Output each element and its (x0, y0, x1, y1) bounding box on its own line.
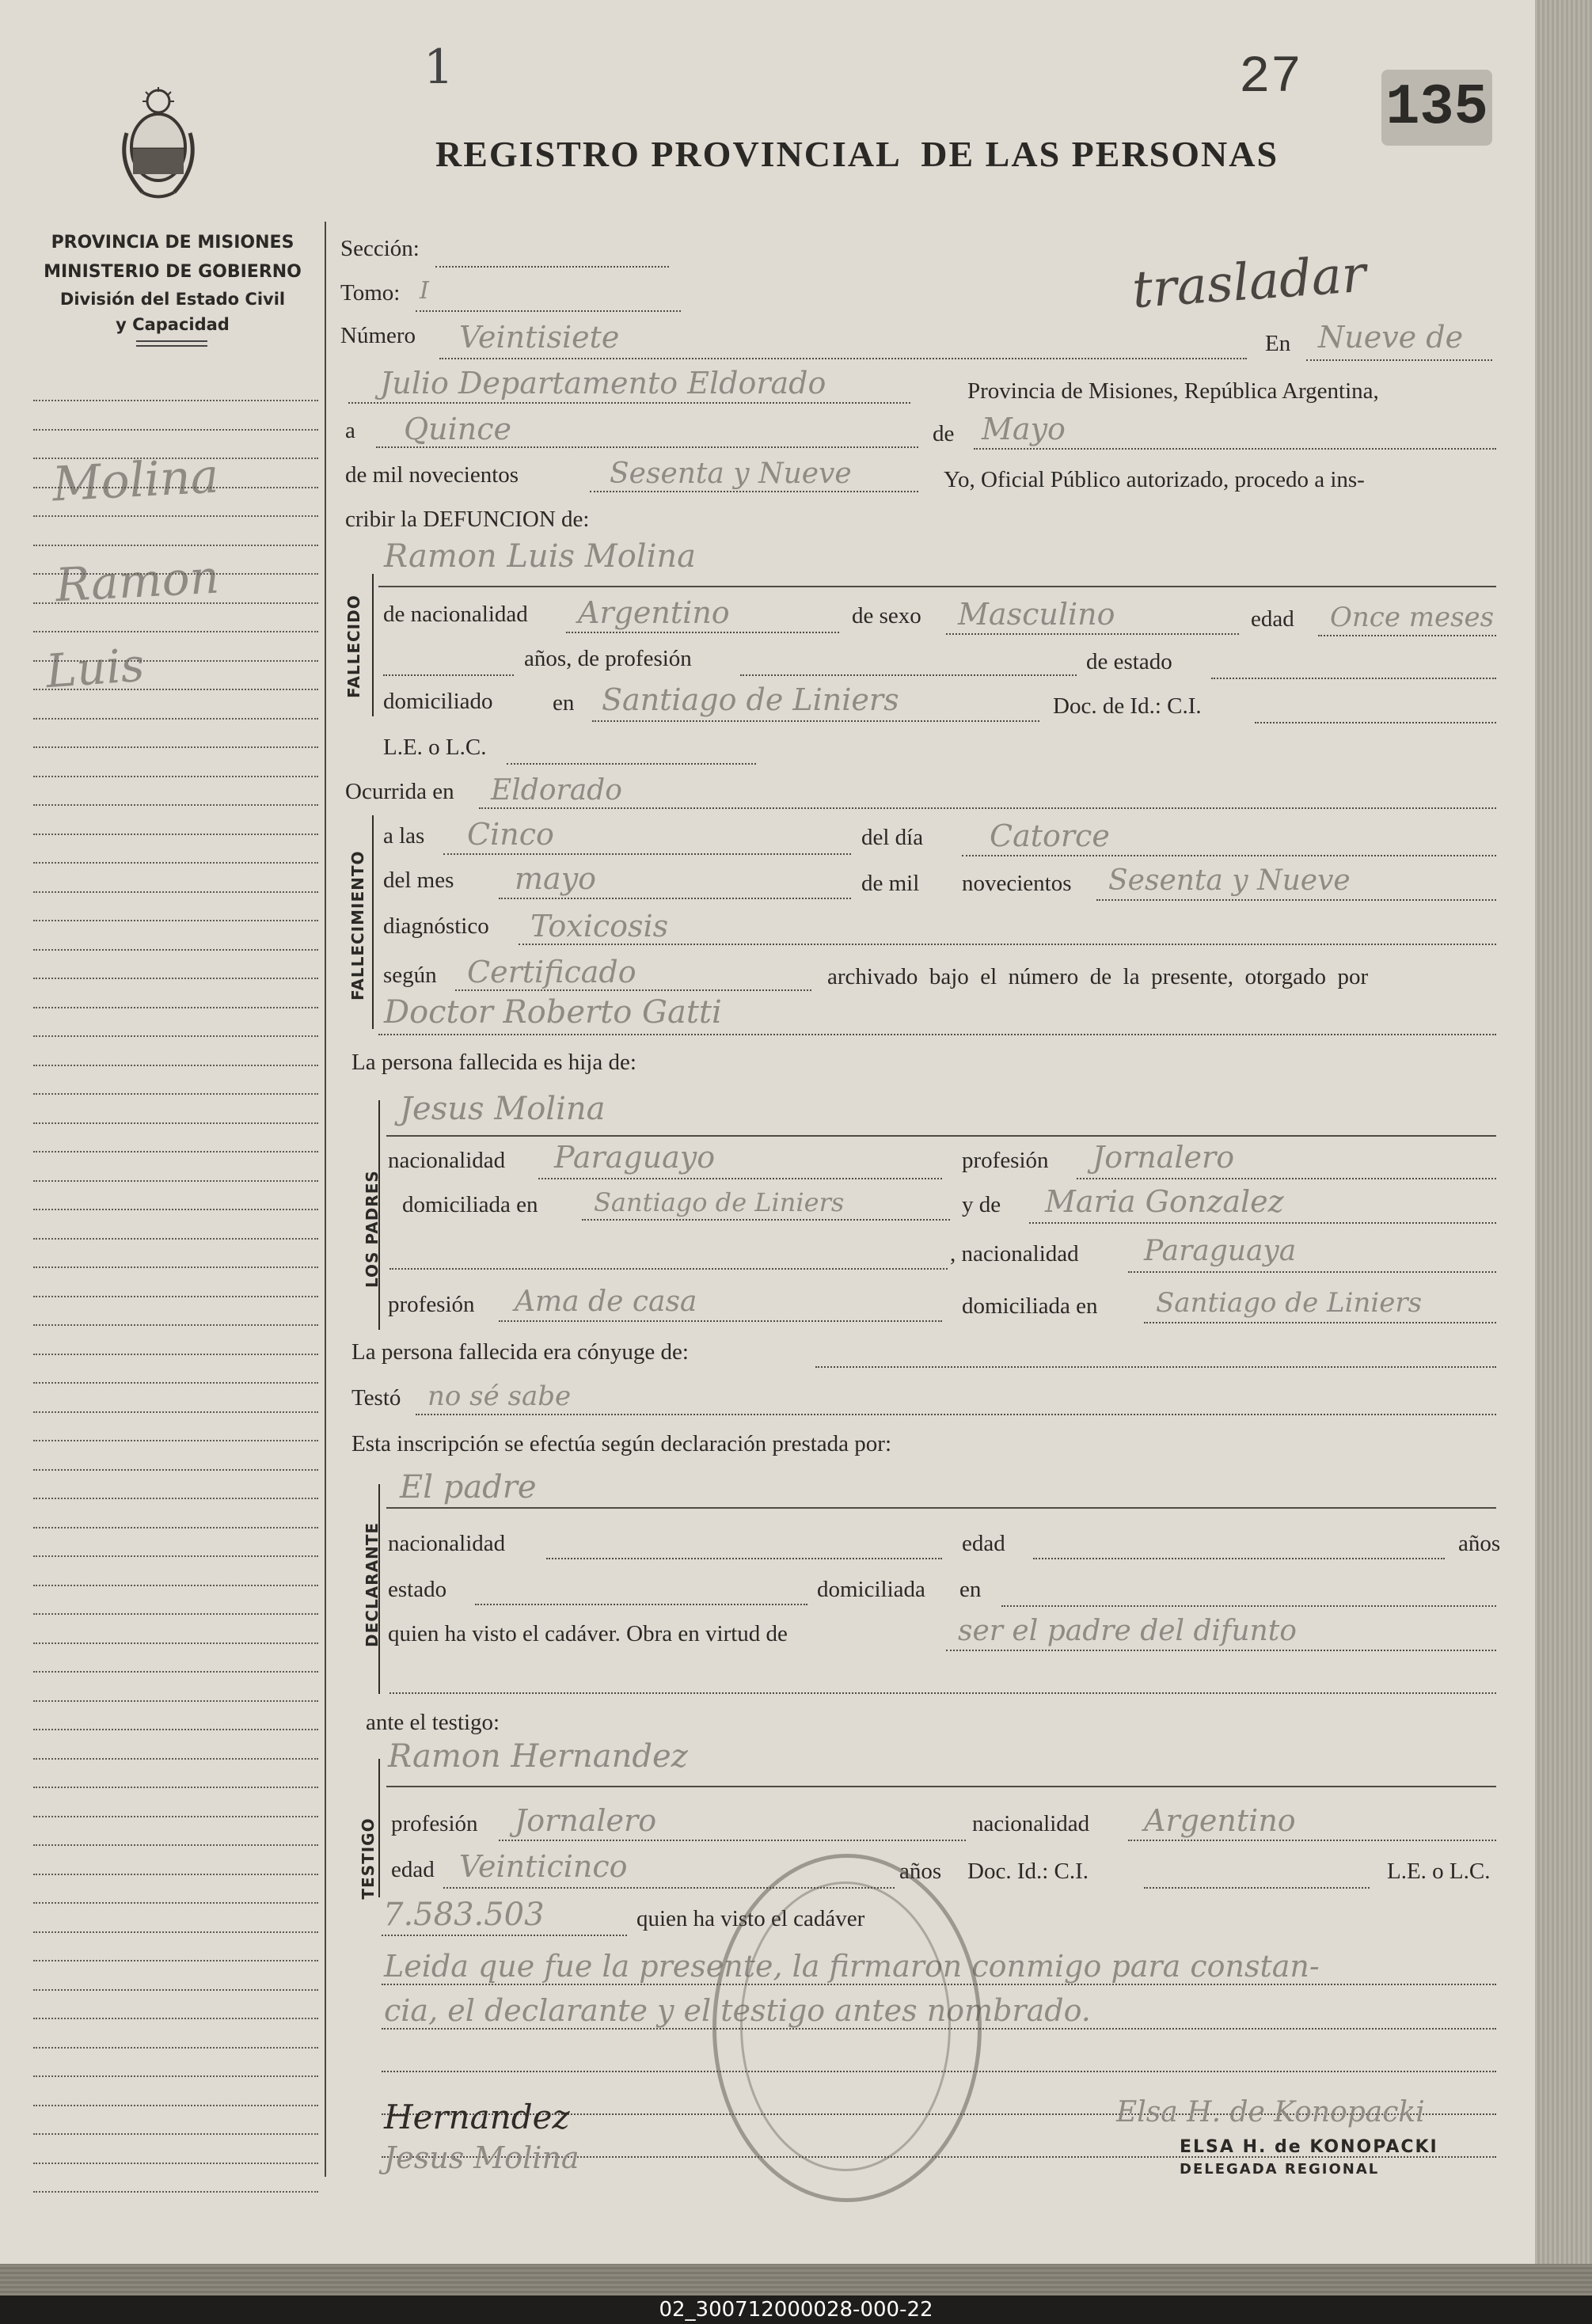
testo-field[interactable] (416, 1414, 1496, 1415)
nac-label: de nacionalidad (383, 602, 528, 627)
year-field[interactable] (590, 491, 918, 492)
testigo-doc-label: Doc. Id.: C.I. (967, 1859, 1089, 1884)
a-label: a (345, 418, 355, 443)
edad-cont-field[interactable] (383, 674, 514, 676)
padre-field[interactable] (386, 1135, 1496, 1137)
testigo-ci-value: 7.583.503 (383, 1897, 545, 1933)
fallecido-name: Ramon Luis Molina (384, 538, 696, 575)
fallecimiento-bar (372, 815, 374, 1029)
ocurrida-value: Eldorado (491, 774, 622, 807)
testigo-prof-value: Jornalero (515, 1803, 657, 1838)
padres-label: LOS PADRES (363, 1170, 382, 1288)
ocurrida-label: Ocurrida en (345, 779, 454, 804)
dia-label: del día (861, 825, 924, 850)
coat-of-arms-icon (111, 85, 206, 204)
doc-label: Doc. de Id.: C.I. (1053, 693, 1202, 719)
testigo-visto-text: quien ha visto el cadáver (636, 1906, 865, 1931)
book-cloth-edge (0, 2264, 1592, 2296)
stub-line (33, 2105, 318, 2106)
stub-line (33, 1498, 318, 1499)
stub-line (33, 1266, 318, 1268)
stub-line (33, 2075, 318, 2077)
stub-line (33, 2018, 318, 2019)
stub-line (33, 660, 318, 662)
madre-cont-field[interactable] (389, 1268, 948, 1270)
sexo-label: de sexo (852, 603, 921, 628)
edad-field[interactable] (1318, 635, 1496, 636)
stub-line (33, 515, 318, 517)
decl-edad-label: edad (962, 1531, 1005, 1556)
conyuge-field[interactable] (815, 1366, 1496, 1368)
ante-text: ante el testigo: (366, 1710, 500, 1735)
padres-prof2-field[interactable] (499, 1320, 942, 1322)
nac-value: Argentino (578, 595, 730, 630)
de-label: de (933, 421, 955, 446)
stub-divider (325, 222, 326, 2177)
edad-value: Once meses (1330, 602, 1495, 633)
a-las-field[interactable] (443, 853, 851, 855)
inscribir-text: cribir la DEFUNCION de: (345, 507, 590, 532)
anio-value: Sesenta y Nueve (1108, 864, 1351, 897)
stub-line (33, 1671, 318, 1673)
padres-prof-label: profesión (962, 1148, 1049, 1173)
stub-line (33, 1354, 318, 1355)
stub-line (33, 891, 318, 893)
en-label: En (1265, 331, 1291, 356)
tomo-value: I (420, 277, 429, 305)
testigo-nac-label: nacionalidad (972, 1811, 1090, 1836)
doc-field[interactable] (1255, 722, 1496, 723)
testigo-anios-label: años (899, 1859, 942, 1884)
stub-line (33, 1585, 318, 1586)
number-stamp (1381, 70, 1492, 146)
decl-visto-text: quien ha visto el cadáver. Obra en virtud de (388, 1621, 788, 1646)
numero-value: Veintisiete (459, 320, 620, 355)
padres-prof-field[interactable] (1077, 1178, 1496, 1179)
padres-prof2-label: profesión (388, 1292, 475, 1317)
stub-line (33, 1065, 318, 1066)
page-title: REGISTRO PROVINCIAL DE LAS PERSONAS (435, 134, 1279, 174)
mes-value: mayo (515, 861, 597, 896)
stub-line (33, 1758, 318, 1760)
padres-prof2-value: Ama de casa (515, 1285, 697, 1318)
padres-nac2-field[interactable] (1128, 1271, 1496, 1273)
testo-label: Testó (351, 1385, 401, 1411)
padres-prof-value: Jornalero (1092, 1140, 1235, 1175)
fallecimiento-label: FALLECIMIENTO (348, 850, 367, 1001)
year-value: Sesenta y Nueve (610, 458, 852, 490)
stub-line (33, 920, 318, 921)
stub-line (33, 776, 318, 777)
archivado-text: archivado bajo el número de la presente, otorgado por (827, 964, 1369, 989)
stub-line (33, 2133, 318, 2135)
testigo-nac-field[interactable] (1128, 1840, 1496, 1841)
a-field[interactable] (376, 446, 918, 448)
padres-nac-field[interactable] (538, 1178, 942, 1179)
tomo-field[interactable] (416, 310, 681, 312)
segun-label: según (383, 963, 437, 988)
hija-text: La persona fallecida es hija de: (351, 1050, 636, 1075)
stub-line (33, 429, 318, 431)
stub-line (33, 1382, 318, 1384)
stub-line (33, 602, 318, 604)
stub-line (33, 949, 318, 951)
madre-field[interactable] (1029, 1222, 1496, 1224)
stub-division: División del Estado Civil y Capacidad (59, 290, 286, 334)
segun-value: Certificado (467, 955, 636, 989)
stub-line (33, 1440, 318, 1441)
decl-extra-field[interactable] (389, 1692, 1496, 1694)
testigo-doc-field[interactable] (1144, 1887, 1370, 1889)
ocurrida-field[interactable] (479, 807, 1496, 809)
stamp-number: 135 (1385, 75, 1488, 140)
diag-value: Toxicosis (530, 909, 669, 944)
testigo-name: Ramon Hernandez (388, 1738, 688, 1775)
decl-domic-label: domiciliada (817, 1577, 925, 1602)
stub-line (33, 1324, 318, 1326)
stub-line (33, 689, 318, 690)
stub-line (33, 1527, 318, 1528)
stub-line (33, 400, 318, 401)
seccion-field[interactable] (435, 266, 669, 268)
stub-line (33, 1642, 318, 1644)
padre-value: Jesus Molina (400, 1091, 606, 1127)
official-signature: Elsa H. de Konopacki (1116, 2096, 1425, 2128)
stub-line (33, 1151, 318, 1153)
a-las-value: Cinco (467, 817, 554, 852)
stub-line (33, 631, 318, 632)
official-stamp-title: DELEGADA REGIONAL (1180, 2161, 1380, 2178)
mes-field[interactable] (499, 898, 851, 899)
le-label: L.E. o L.C. (383, 735, 487, 760)
stub-line (33, 1844, 318, 1846)
padres-nac2-value: Paraguaya (1144, 1235, 1297, 1267)
month-field[interactable] (974, 448, 1496, 450)
decl-en-label: en (959, 1577, 982, 1602)
province-text: Provincia de Misiones, República Argentina, (967, 378, 1379, 404)
tomo-label: Tomo: (340, 280, 401, 306)
decl-visto-field[interactable] (946, 1650, 1496, 1651)
month-value: Mayo (982, 412, 1066, 446)
decl-anios-label: años (1458, 1531, 1501, 1556)
seccion-label: Sección: (340, 236, 420, 261)
decl-visto-value: ser el padre del difunto (958, 1615, 1297, 1647)
padres-domic2-field[interactable] (1144, 1322, 1496, 1323)
stub-header (38, 228, 307, 287)
witness-signature: Hernandez (384, 2098, 570, 2136)
numero-label: Número (340, 323, 416, 348)
stub-line (33, 1122, 318, 1124)
stub-line (33, 1874, 318, 1875)
leida-line-1: Leida que fue la presente, la firmaron conmigo para constan- (384, 1949, 1320, 1984)
fallecido-name-field[interactable] (378, 586, 1496, 587)
fallecido-label: FALLECIDO (344, 594, 363, 698)
testigo-nac-value: Argentino (1144, 1803, 1296, 1838)
le-field[interactable] (507, 763, 756, 765)
declarante-value: El padre (400, 1469, 537, 1506)
testigo-edad-label: edad (391, 1857, 435, 1882)
stub-line (33, 1729, 318, 1730)
mes-label: del mes (383, 868, 454, 893)
stub-line (33, 1093, 318, 1095)
profesion-field[interactable] (740, 674, 1077, 676)
medico-field[interactable] (378, 1034, 1496, 1035)
stub-line (33, 862, 318, 864)
testigo-edad-value: Veinticinco (459, 1849, 628, 1884)
stub-line (33, 1238, 318, 1240)
stub-line (33, 1613, 318, 1615)
page-number: 27 (1239, 47, 1302, 107)
declarante-field[interactable] (386, 1507, 1496, 1509)
stub-line (33, 834, 318, 835)
padres-nac2-label: , nacionalidad (950, 1241, 1079, 1266)
stub-underline (136, 340, 207, 347)
oficial-text: Yo, Oficial Público autorizado, procedo a ins- (944, 467, 1365, 492)
sexo-field[interactable] (946, 633, 1239, 635)
stub-line (33, 1555, 318, 1557)
testigo-le-label: L.E. o L.C. (1387, 1859, 1491, 1884)
stub-line (33, 458, 318, 459)
stub-line (33, 545, 318, 546)
stub-line (33, 2191, 318, 2193)
decl-nac-field[interactable] (546, 1558, 942, 1559)
official-stamp-name: ELSA H. de KONOPACKI (1180, 2137, 1438, 2157)
stub-surname: Molina (51, 448, 221, 513)
yde-label: y de (962, 1192, 1001, 1217)
stub-line (33, 718, 318, 720)
file-id: 02_300712000028-000-22 (0, 2296, 1592, 2324)
medico-value: Doctor Roberto Gatti (384, 994, 722, 1031)
declarant-signature: Jesus Molina (384, 2140, 579, 2175)
domic-field[interactable] (592, 720, 1039, 722)
testigo-ci-field[interactable] (382, 1935, 627, 1936)
declarante-label: DECLARANTE (363, 1521, 382, 1647)
stub-line (33, 487, 318, 488)
decl-estado-field[interactable] (475, 1604, 807, 1605)
stub-line (33, 1960, 318, 1961)
dia-value: Catorce (990, 818, 1110, 853)
padres-domic-field[interactable] (582, 1219, 950, 1221)
decl-domic-field[interactable] (1001, 1605, 1496, 1607)
edad-label: edad (1251, 606, 1294, 632)
domic-en-label: en (553, 690, 575, 716)
book-spine (1535, 0, 1592, 2296)
testigo-bar (378, 1759, 380, 1897)
anios-label: años, de profesión (524, 646, 692, 671)
declaracion-text: Esta inscripción se efectúa según declaración prestada por: (351, 1431, 892, 1456)
stub-line (33, 1209, 318, 1210)
mil-label: de mil (861, 871, 920, 896)
margin-note: trasladar (1130, 245, 1368, 321)
stub-line (33, 746, 318, 748)
place-value: Julio Departamento Eldorado (380, 366, 826, 401)
diag-label: diagnóstico (383, 913, 489, 939)
stub-line (33, 1816, 318, 1817)
stub-line (33, 2047, 318, 2049)
stub-line (33, 1035, 318, 1037)
padres-domic2-value: Santiago de Liniers (1156, 1287, 1423, 1319)
testigo-prof-label: profesión (391, 1811, 478, 1836)
testigo-prof-field[interactable] (499, 1840, 966, 1841)
decl-edad-field[interactable] (1033, 1558, 1445, 1559)
folio-mark: 1 (424, 40, 454, 95)
novecientos-label: novecientos (962, 871, 1072, 896)
padres-domic-value: Santiago de Liniers (594, 1187, 845, 1217)
dia-field[interactable] (962, 855, 1496, 856)
place-field[interactable] (348, 402, 910, 404)
estado-label: de estado (1086, 649, 1172, 674)
stub-line (33, 1296, 318, 1297)
stub-name-1: Ramon (54, 549, 221, 613)
a-las-label: a las (383, 823, 425, 849)
padres-domic2-label: domiciliada en (962, 1293, 1098, 1319)
padres-domic-label: domiciliada en (402, 1192, 538, 1217)
anio-field[interactable] (1096, 899, 1496, 901)
stub-line (33, 804, 318, 806)
numero-field[interactable] (439, 358, 1247, 359)
stub-line (33, 1411, 318, 1413)
estado-field[interactable] (1211, 678, 1496, 679)
stub-line (33, 1007, 318, 1008)
stub-line (33, 1469, 318, 1471)
leida-line-2: cia, el declarante y el testigo antes nombrado. (384, 1993, 1091, 2028)
stub-line (33, 1902, 318, 1904)
stub-line (33, 1700, 318, 1702)
decl-estado-label: estado (388, 1577, 447, 1602)
a-value: Quince (404, 412, 512, 446)
stub-line (33, 2163, 318, 2164)
stub-name-2: Luis (44, 637, 146, 699)
diag-field[interactable] (519, 944, 1496, 945)
stub-province: PROVINCIA DE MISIONES (51, 233, 294, 253)
stub-line (33, 573, 318, 575)
stub-line (33, 1787, 318, 1788)
segun-field[interactable] (455, 989, 811, 991)
year-label: de mil novecientos (345, 462, 519, 488)
stub-line (33, 1989, 318, 1991)
decl-nac-label: nacionalidad (388, 1531, 506, 1556)
domic-label: domiciliado (383, 689, 493, 714)
conyuge-text: La persona fallecida era cónyuge de: (351, 1339, 689, 1365)
padres-nac-value: Paraguayo (554, 1140, 716, 1175)
fallecido-bar (372, 574, 374, 716)
stub-line (33, 1180, 318, 1182)
testo-value: no sé sabe (427, 1380, 572, 1412)
stub-line (33, 1931, 318, 1933)
domic-value: Santiago de Liniers (602, 682, 899, 717)
en-value: Nueve de (1318, 320, 1464, 355)
official-seal (712, 1854, 982, 2202)
testigo-label: TESTIGO (359, 1817, 378, 1900)
nac-field[interactable] (566, 632, 839, 633)
stub-line (33, 978, 318, 979)
testigo-name-field[interactable] (386, 1786, 1496, 1787)
madre-value: Maria Gonzalez (1045, 1184, 1284, 1219)
padres-nac-label: nacionalidad (388, 1148, 506, 1173)
stub-ministry: MINISTERIO DE GOBIERNO (44, 262, 302, 282)
sexo-value: Masculino (958, 597, 1115, 632)
en-field[interactable] (1306, 359, 1492, 361)
